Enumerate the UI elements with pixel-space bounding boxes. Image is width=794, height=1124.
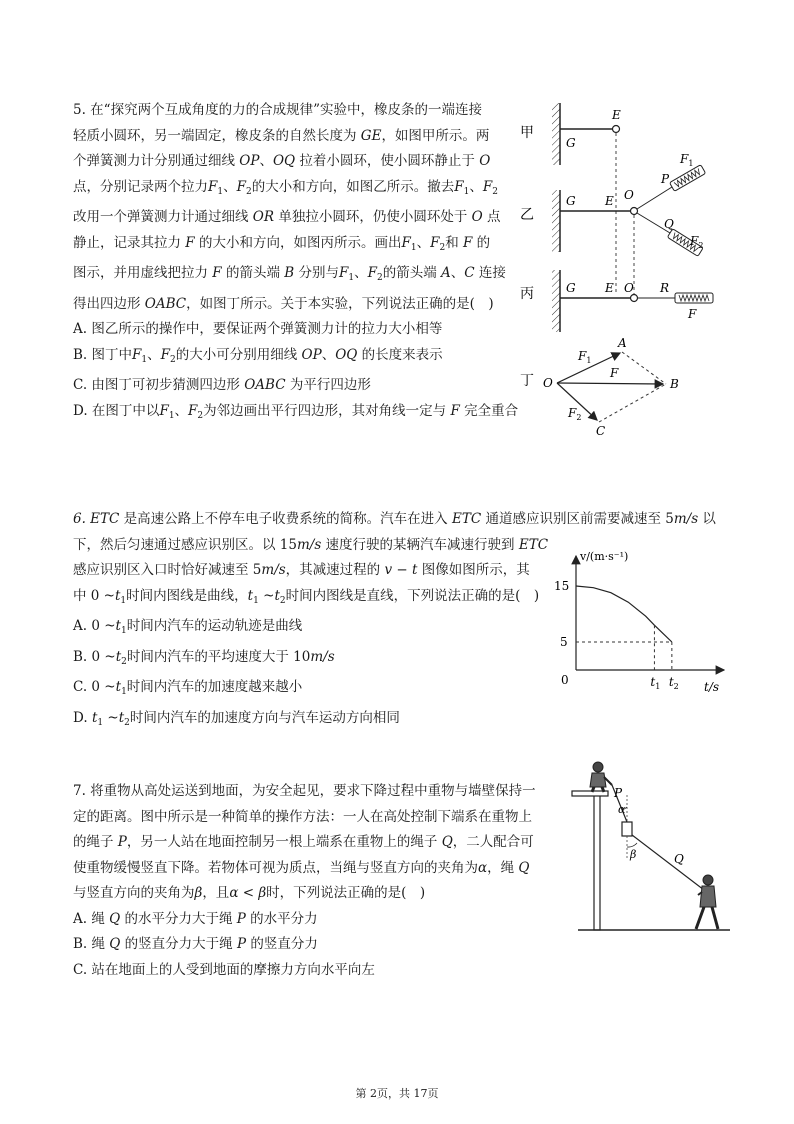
svg-text:R: R	[660, 281, 670, 295]
ground-person	[696, 875, 718, 929]
q5-line: 图示，并用虚线把拉力 F 的箭头端 B 分别与$F_1$、$F_2$的箭头端 A、C 连接	[73, 265, 506, 283]
xtick-t1: $t_1$	[650, 675, 661, 691]
q5-line: 轻质小圆环，另一端固定，橡皮条的自然长度为 GE，如图甲所示。两	[73, 127, 490, 144]
xtick-t2: $t_2$	[668, 675, 679, 691]
q6-option-b: B. 0 $\sim t_2$时间内汽车的平均速度大于 10m/s	[73, 648, 335, 667]
q6-line: 6. ETC 是高速公路上不停车电子收费系统的简称。汽车在进入 ETC 通道感应识别区前需要减速至 5m/s 以	[73, 511, 716, 527]
q5-line: 得出四边形 OABC，如图丁所示。关于本实验，下列说法正确的是( )	[73, 295, 494, 312]
ytick-5: 5	[560, 635, 568, 649]
svg-text:C: C	[596, 424, 606, 438]
svg-text:G: G	[566, 281, 576, 295]
q5-option-c: C. 由图丁可初步猜测四边形 OABC 为平行四边形	[73, 377, 371, 393]
q5-option-d: D. 在图丁中以$F_1$、$F_2$为邻边画出平行四边形，其对角线一定与 F 完全重合	[73, 402, 519, 421]
q7-line: 与竖直方向的夹角为β，且α < β时，下列说法正确的是( )	[73, 885, 426, 901]
q7-line: 的绳子 P，另一人站在地面控制另一根上端系在重物上的绳子 Q，二人配合可	[73, 834, 534, 850]
svg-text:A: A	[618, 336, 627, 350]
q7-option-b: B. 绳 Q 的竖直分力大于绳 P 的竖直分力	[73, 936, 318, 952]
label-beta: β	[630, 848, 637, 861]
y-axis-label: v/(m·s⁻¹)	[580, 550, 629, 563]
svg-text:G: G	[566, 194, 576, 208]
ring-jia	[613, 126, 620, 133]
q5-line: 改用一个弹簧测力计通过细线 OR 单独拉小圆环，仍使小圆环处于 O 点	[73, 209, 501, 225]
label-g: G	[566, 136, 576, 150]
vt-chart	[548, 548, 738, 698]
q7-line: 使重物缓慢竖直下降。若物体可视为质点，当绳与竖直方向的夹角为α，绳 Q	[73, 859, 530, 876]
svg-text:F: F	[610, 366, 619, 380]
ytick-15: 15	[554, 579, 570, 593]
svg-text:F: F	[688, 307, 697, 321]
label-q: Q	[674, 852, 684, 866]
q7-option-a: A. 绳 Q 的水平分力大于绳 P 的水平分力	[73, 910, 318, 927]
force-parallelogram	[543, 336, 679, 438]
spring-balance-1	[670, 165, 706, 192]
q5-figure	[510, 95, 735, 440]
q7-figure	[568, 755, 738, 935]
svg-text:P: P	[661, 172, 670, 186]
question-5	[73, 98, 518, 429]
label-bing: 丙	[520, 286, 534, 302]
svg-text:F2: $F_2$	[568, 406, 582, 422]
q5-line: 静止，记录其拉力 F 的大小和方向，如图丙所示。画出$F_1$、$F_2$和 F 的	[73, 234, 491, 253]
q5-line: 点，分别记录两个拉力$F_1$、$F_2$的大小和方向，如图乙所示。撤去$F_1$、$F_2$	[73, 178, 498, 197]
q6-option-d: D. $t_1$ $\sim t_2$时间内汽车的加速度方向与汽车运动方向相同	[73, 709, 400, 728]
vt-curve-segment	[576, 586, 654, 625]
x-axis-label: t/s	[704, 680, 720, 694]
question-7	[73, 779, 536, 983]
svg-text:O: O	[543, 376, 553, 390]
svg-text:F1: $F_1$	[680, 152, 694, 168]
origin-label: 0	[561, 673, 569, 687]
q6-line: 感应识别区入口时恰好减速至 5m/s，其减速过程的 v − t 图像如图所示，其	[73, 562, 530, 578]
q6-line: 中 0 $\sim t_1$时间内图线是曲线，$t_1$ $\sim t_2$时间内图线是直线，下列说法正确的是( )	[73, 587, 540, 606]
page-footer: 第 2页，共 17页	[355, 1087, 439, 1100]
q5-option-a: A. 图乙所示的操作中，要保证两个弹簧测力计的拉力大小相等	[73, 321, 443, 337]
arrow-f	[557, 383, 663, 384]
svg-text:O: O	[624, 281, 634, 295]
q6-line: 下，然后匀速通过感应识别区。以 15m/s 速度行驶的某辆汽车减速行驶到 ETC	[73, 536, 549, 553]
top-person	[590, 762, 612, 792]
svg-text:Q: Q	[664, 217, 674, 231]
svg-text:B: B	[670, 377, 679, 391]
svg-text:O: O	[624, 188, 634, 202]
q6-option-c: C. 0 $\sim t_1$时间内汽车的加速度越来越小	[73, 679, 303, 697]
wall	[594, 795, 600, 930]
string-op	[637, 187, 672, 209]
q5-line: 5. 在“探究两个互成角度的力的合成规律”实验中，橡皮条的一端连接	[73, 102, 482, 118]
q7-line: 定的距离。图中所示是一种简单的操作方法：一人在高处控制下端系在重物上	[73, 808, 532, 825]
label-ding: 丁	[520, 373, 534, 389]
svg-text:E: E	[605, 194, 614, 208]
label-e: E	[612, 108, 621, 122]
label-alpha: α	[618, 803, 626, 816]
q7-line: 7. 将重物从高处运送到地面，为安全起见，要求下降过程中重物与墙壁保持一	[73, 783, 536, 799]
label-jia: 甲	[520, 125, 534, 141]
load	[622, 822, 632, 836]
svg-text:F2: $F_2$	[690, 234, 704, 250]
rope-q	[632, 835, 704, 890]
spring-balance-3	[675, 293, 713, 303]
q6-option-a: A. 0 $\sim t_1$时间内汽车的运动轨迹是曲线	[73, 618, 303, 636]
q7-option-c: C. 站在地面上的人受到地面的摩擦力方向水平向左	[73, 961, 375, 978]
wall-jia	[552, 103, 560, 165]
label-yi: 乙	[520, 207, 534, 223]
q5-option-b: B. 图丁中$F_1$、$F_2$的大小可分别用细线 OP、OQ 的长度来表示	[73, 346, 443, 365]
vt-line-segment	[654, 625, 671, 642]
label-p: P	[614, 786, 623, 800]
q5-line: 个弹簧测力计分别通过细线 OP、OQ 拉着小圆环，使小圆环静止于 O	[73, 153, 491, 169]
svg-text:E: E	[605, 281, 614, 295]
svg-text:F1: $F_1$	[578, 349, 592, 365]
